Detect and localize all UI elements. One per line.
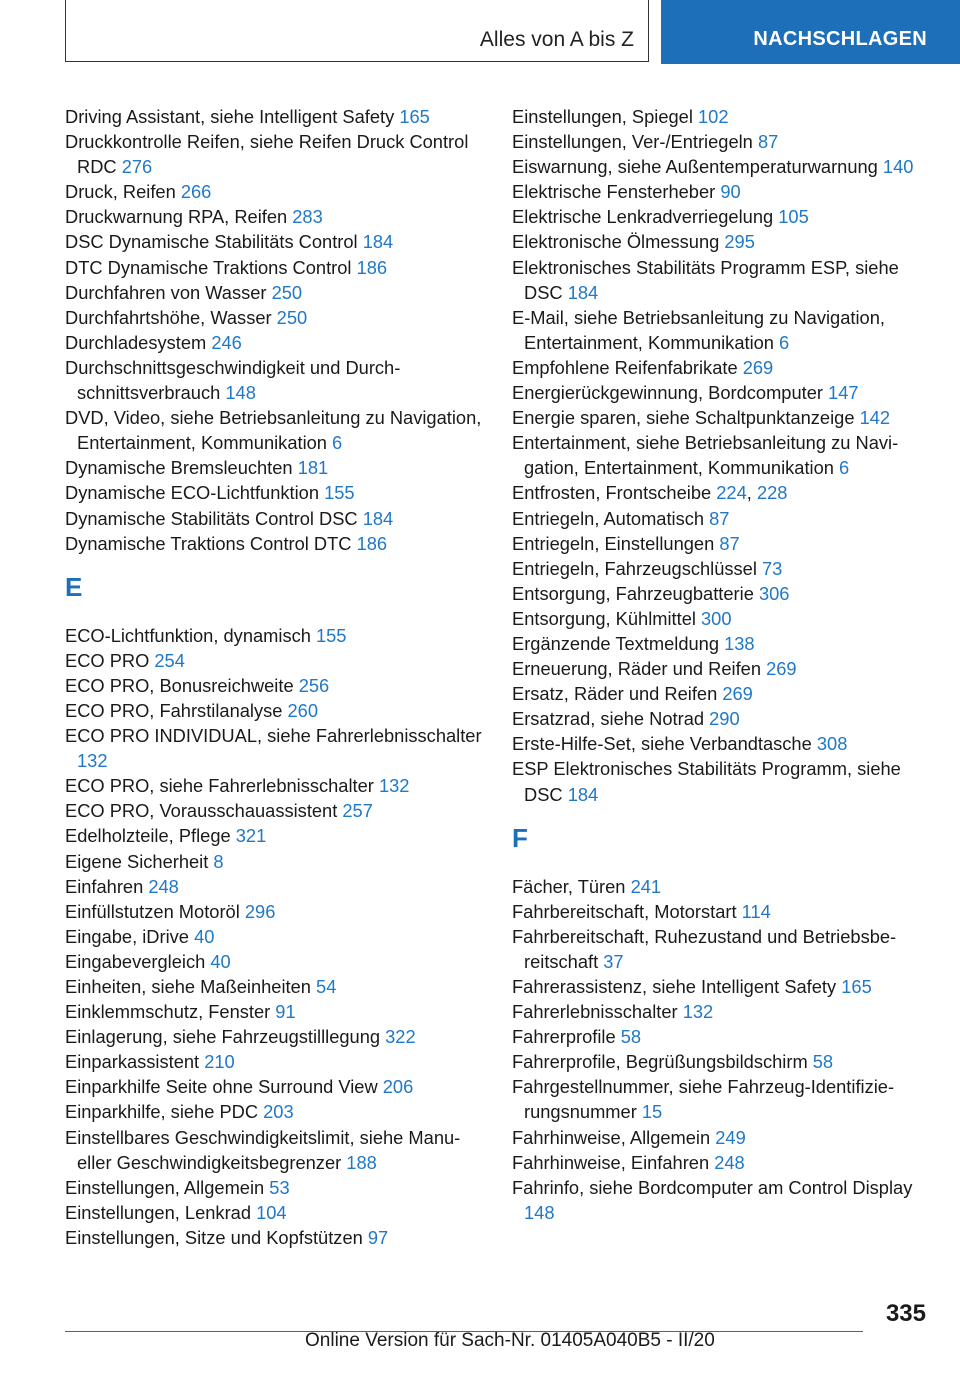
index-entry-term: Entriegeln, Einstellungen	[512, 532, 720, 554]
index-entry	[65, 355, 485, 405]
index-entry-term: Fahrgestellnummer, siehe Fahrzeug-Identifizierungsnummer	[512, 1076, 895, 1123]
tab-section[interactable]	[661, 0, 960, 64]
page-link[interactable]: 15	[641, 1101, 663, 1123]
page-link[interactable]: 246	[211, 331, 242, 353]
index-entry-term: Fahrerlebnisschalter	[512, 1001, 683, 1023]
index-entry	[65, 1099, 485, 1124]
page-link[interactable]: 91	[275, 1001, 296, 1023]
section-heading-e: E	[65, 571, 83, 602]
page-link[interactable]: 114	[741, 900, 771, 922]
index-entry-term: Einstellungen, Spiegel	[512, 106, 698, 127]
page-link[interactable]: 206	[382, 1076, 414, 1098]
index-entry	[512, 756, 922, 806]
index-entry-term: Einfahren	[65, 875, 149, 897]
page-link[interactable]: 132	[77, 750, 108, 772]
index-entry-term: Einstellungen, Ver-/Entriegeln	[512, 131, 758, 153]
index-entry-term: Erste-Hilfe-Set, siehe Verbandtasche	[512, 733, 817, 755]
index-entry	[65, 1175, 485, 1200]
index-entry-term: Eingabe, iDrive	[65, 925, 195, 947]
index-entry-term: DSC Dynamische Stabilitäts Control	[65, 231, 363, 253]
index-entry	[65, 1125, 485, 1175]
index-entry	[512, 531, 922, 556]
index-entry	[65, 849, 485, 874]
page-separator: ,	[746, 482, 757, 504]
index-entry	[65, 874, 485, 899]
index-entry	[512, 974, 922, 999]
index-entry	[65, 506, 485, 531]
page-link[interactable]: 276	[121, 156, 153, 178]
tab-index[interactable]	[65, 0, 649, 62]
page-link[interactable]: 321	[235, 825, 267, 847]
index-entry-term: Elektrische Fensterheber	[512, 181, 721, 203]
footer-online-version: Online Version für Sach-Nr. 01405A040B5 - II/20	[305, 1330, 715, 1351]
page-link[interactable]: 148	[524, 1201, 555, 1223]
index-entry	[512, 229, 922, 254]
index-entry-term: ECO PRO, Fahrstilanalyse	[65, 699, 288, 721]
index-entry	[65, 229, 485, 254]
index-entry-term: Einparkassistent	[65, 1051, 205, 1073]
page-link[interactable]: 241	[630, 875, 662, 897]
index-entry-term: Entertainment, siehe Betriebsanleitung zu Navigation, Entertainment, Kommunikation	[512, 432, 899, 479]
index-entry	[512, 104, 922, 129]
index-entry-term: Fächer, Türen	[512, 875, 631, 897]
page-link[interactable]: 138	[724, 632, 755, 654]
index-entry	[512, 506, 922, 531]
entry-list-e	[65, 623, 485, 1250]
index-entry-term: ECO-Lichtfunktion, dynamisch	[65, 624, 316, 646]
page-link[interactable]: 306	[758, 582, 790, 604]
index-entry-term: Ersatz, Räder und Reifen	[512, 683, 723, 705]
index-entry-term: Energie sparen, siehe Schaltpunktanzeige	[512, 407, 860, 429]
index-entry	[512, 1074, 922, 1124]
index-entry	[65, 974, 485, 999]
index-entry	[512, 606, 922, 631]
index-entry	[512, 924, 922, 974]
index-entry	[65, 1024, 485, 1049]
index-entry-term: Durchschnittsgeschwindigkeit und Durchschnittsverbrauch	[65, 356, 401, 404]
page-link[interactable]: 290	[709, 708, 740, 730]
index-entry-term: Einparkhilfe Seite ohne Surround View	[65, 1076, 383, 1098]
page-link[interactable]: 140	[882, 156, 914, 178]
entry-list-f	[512, 874, 922, 1225]
index-entry	[65, 798, 485, 823]
index-entry-term: Fahrbereitschaft, Motorstart	[512, 900, 742, 922]
index-entry-term: Ergänzende Textmeldung	[512, 632, 725, 654]
page-link[interactable]: 266	[180, 181, 212, 203]
page-link[interactable]: 87	[719, 532, 740, 554]
page-link[interactable]: 102	[698, 106, 729, 127]
index-entry-term: ECO PRO	[65, 649, 155, 671]
index-entry-term: Einheiten, siehe Maßeinheiten	[65, 976, 317, 997]
page-link[interactable]: 6	[779, 331, 790, 353]
index-entry-term: Erneuerung, Räder und Reifen	[512, 658, 767, 680]
index-entry	[65, 179, 485, 204]
page-link[interactable]: 257	[342, 800, 373, 822]
page-link[interactable]: 256	[298, 674, 330, 696]
index-entry	[65, 531, 485, 556]
index-entry-term: Entsorgung, Kühlmittel	[512, 607, 702, 629]
index-entry	[512, 380, 922, 405]
page-link[interactable]: 148	[225, 382, 256, 404]
index-entry-term: Fahrhinweise, Einfahren	[512, 1151, 715, 1173]
index-entry-term: Entriegeln, Fahrzeugschlüssel	[512, 557, 762, 579]
index-entry	[65, 623, 485, 648]
index-entry-term: Einparkhilfe, siehe PDC	[65, 1101, 264, 1123]
index-entry-term: Ersatzrad, siehe Notrad	[512, 708, 710, 730]
page-link[interactable]: 73	[761, 557, 783, 579]
tab-section-label: NACHSCHLAGEN	[753, 28, 927, 50]
index-entry	[512, 999, 922, 1024]
page-link[interactable]: 37	[603, 950, 624, 972]
index-entry	[512, 1049, 922, 1074]
index-entry	[512, 204, 922, 229]
index-entry	[65, 1200, 485, 1225]
page-number: 335	[885, 1300, 926, 1327]
index-entry-term: Einlagerung, siehe Fahrzeugstilllegung	[65, 1026, 386, 1048]
index-entry	[512, 581, 922, 606]
index-entry	[65, 129, 485, 179]
page-link[interactable]: 322	[385, 1026, 416, 1048]
index-entry	[512, 430, 922, 480]
page-link[interactable]: 6	[332, 432, 343, 454]
index-entry-term: Fahrbereitschaft, Ruhezustand und Betriebsbereitschaft	[512, 925, 897, 972]
index-entry-term: Empfohlene Reifenfabrikate	[512, 356, 743, 378]
index-entry	[65, 330, 485, 355]
index-entry-term: Eiswarnung, siehe Außentemperaturwarnung	[512, 156, 883, 178]
index-entry-term: Elektronisches Stabilitäts Programm ESP, siehe DSC	[512, 256, 899, 303]
page-link[interactable]: 104	[256, 1201, 287, 1223]
index-entry-term: Fahrerprofile, Begrüßungsbildschirm	[512, 1051, 813, 1073]
index-entry	[512, 255, 922, 305]
index-entry-term: Druckkontrolle Reifen, siehe Reifen Druck Control RDC	[65, 131, 469, 178]
index-entry-term: E-Mail, siehe Betriebsanleitung zu Navigation, Entertainment, Kommunikation	[512, 306, 885, 353]
index-column-right	[512, 104, 922, 1225]
index-entry	[512, 179, 922, 204]
page-link[interactable]: 54	[316, 976, 337, 997]
page-link[interactable]: 224	[716, 482, 747, 504]
index-entry	[512, 656, 922, 681]
index-entry	[512, 681, 922, 706]
page-link[interactable]: 184	[567, 783, 599, 805]
index-entry-term: Entfrosten, Frontscheibe	[512, 482, 717, 504]
index-entry-term: ECO PRO, Bonusreichweite	[65, 674, 299, 696]
page-link[interactable]: 6	[839, 457, 850, 479]
entry-list-d	[65, 104, 485, 556]
index-entry	[65, 1049, 485, 1074]
index-entry	[65, 104, 485, 129]
page-link[interactable]: 250	[276, 306, 308, 328]
index-entry-term: Entriegeln, Automatisch	[512, 507, 710, 529]
index-entry-term: Energierückgewinnung, Bordcomputer	[512, 382, 829, 404]
index-entry-term: Eigene Sicherheit	[65, 850, 214, 872]
index-entry	[512, 1125, 922, 1150]
page-link[interactable]: 40	[210, 950, 231, 972]
index-entry	[65, 1225, 485, 1250]
page-link[interactable]: 186	[356, 532, 388, 554]
index-entry-term: ECO PRO, siehe Fahrerlebnisschalter	[65, 775, 379, 797]
index-entry	[65, 255, 485, 280]
index-entry-term: Dynamische Bremsleuchten	[65, 457, 298, 479]
index-entry	[512, 1175, 922, 1225]
index-column-left	[65, 104, 485, 1250]
page-link[interactable]: 53	[269, 1176, 290, 1198]
index-entry-term: Fahrerprofile	[512, 1026, 621, 1048]
index-entry	[512, 480, 922, 505]
index-entry	[65, 698, 485, 723]
index-entry-term: Entsorgung, Fahrzeugbatterie	[512, 582, 759, 604]
page-link[interactable]: 228	[756, 482, 788, 504]
index-entry	[65, 480, 485, 505]
index-entry-term: Einstellungen, Sitze und Kopfstützen	[65, 1226, 368, 1248]
page-link[interactable]: 210	[204, 1051, 235, 1073]
page-link[interactable]: 184	[567, 281, 599, 303]
index-entry-term: ECO PRO INDIVIDUAL, siehe Fahrerlebnisschalter	[65, 725, 482, 747]
page-link[interactable]: 188	[346, 1151, 377, 1173]
index-entry	[65, 999, 485, 1024]
index-entry-term: Durchladesystem	[65, 331, 212, 353]
index-entry	[512, 731, 922, 756]
index-entry	[65, 648, 485, 673]
page-link[interactable]: 97	[367, 1226, 389, 1248]
index-entry	[512, 405, 922, 430]
index-entry-term: Dynamische Stabilitäts Control DSC	[65, 507, 363, 529]
page-link[interactable]: 186	[356, 256, 388, 278]
index-entry-term: Fahrinfo, siehe Bordcomputer am Control Display	[512, 1176, 913, 1198]
page-link[interactable]: 132	[682, 1001, 714, 1023]
page-link[interactable]: 165	[399, 106, 430, 127]
page-link[interactable]: 184	[362, 231, 394, 253]
index-entry-term: Einklemmschutz, Fenster	[65, 1001, 276, 1023]
page-link[interactable]: 248	[148, 875, 179, 897]
index-entry	[65, 204, 485, 229]
index-entry-term: Einfüllstutzen Motoröl	[65, 900, 245, 922]
index-entry-term: Eingabevergleich	[65, 950, 211, 972]
page-link[interactable]: 249	[715, 1126, 746, 1148]
header-tabs	[65, 0, 960, 64]
index-entry	[65, 673, 485, 698]
index-entry-term: Dynamische Traktions Control DTC	[65, 532, 357, 554]
index-entry-term: Einstellbares Geschwindigkeitslimit, siehe Manueller Geschwindigkeitsbegrenzer	[65, 1126, 461, 1173]
index-entry-term: Durchfahren von Wasser	[65, 281, 272, 303]
index-entry-term: Elektronische Ölmessung	[512, 231, 725, 253]
page-link[interactable]: 87	[709, 507, 730, 529]
page-link[interactable]: 105	[778, 206, 809, 228]
index-entry-term: Fahrhinweise, Allgemein	[512, 1126, 716, 1148]
index-entry	[512, 556, 922, 581]
index-entry	[512, 1150, 922, 1175]
index-entry-term: Einstellungen, Allgemein	[65, 1176, 270, 1198]
page-link[interactable]: 269	[766, 658, 797, 680]
index-entry-term: Druck, Reifen	[65, 181, 181, 203]
tab-index-label: Alles von A bis Z	[479, 28, 634, 51]
index-entry-term: Durchfahrtshöhe, Wasser	[65, 306, 277, 328]
index-entry-term: ECO PRO, Vorausschauassistent	[65, 800, 343, 822]
index-entry	[65, 899, 485, 924]
index-entry-term: DVD, Video, siehe Betriebsanleitung zu Navigation, Entertainment, Kommunikation	[65, 407, 482, 454]
index-entry-term: Edelholzteile, Pflege	[65, 825, 236, 847]
page-link[interactable]: 254	[154, 649, 185, 671]
index-entry	[512, 355, 922, 380]
page-link[interactable]: 155	[324, 482, 355, 504]
page-link[interactable]: 40	[194, 925, 215, 947]
page-link[interactable]: 147	[828, 382, 859, 404]
index-entry	[65, 949, 485, 974]
page-link[interactable]: 248	[714, 1151, 745, 1173]
page-link[interactable]: 132	[378, 775, 410, 797]
page-link[interactable]: 155	[315, 624, 347, 646]
index-entry	[512, 1024, 922, 1049]
index-entry	[65, 280, 485, 305]
index-entry	[65, 823, 485, 848]
index-entry-term: Elektrische Lenkradverriegelung	[512, 206, 779, 228]
index-entry	[65, 723, 485, 773]
page-link[interactable]: 300	[701, 607, 732, 629]
page-link[interactable]: 260	[287, 699, 319, 721]
index-entry-term: Dynamische ECO-Lichtfunktion	[65, 482, 325, 504]
page-link[interactable]: 142	[859, 407, 891, 429]
page-link[interactable]: 165	[841, 976, 872, 997]
index-entry-term: Einstellungen, Lenkrad	[65, 1201, 257, 1223]
page-link[interactable]: 58	[812, 1051, 834, 1073]
section-heading-f: F	[512, 822, 528, 853]
index-entry	[65, 773, 485, 798]
entry-list-e-cont	[512, 104, 922, 807]
page-link[interactable]: 295	[724, 231, 755, 253]
index-entry	[65, 924, 485, 949]
index-entry	[65, 305, 485, 330]
page-link[interactable]: 283	[292, 206, 323, 228]
page-link[interactable]: 296	[244, 900, 276, 922]
index-entry	[65, 405, 485, 455]
index-entry-term: DTC Dynamische Traktions Control	[65, 256, 357, 278]
index-entry	[512, 154, 922, 179]
index-entry-term: ESP Elektronisches Stabilitäts Programm, siehe DSC	[512, 758, 901, 805]
page-link[interactable]: 269	[742, 356, 774, 378]
page-link[interactable]: 87	[757, 131, 779, 153]
index-entry	[512, 631, 922, 656]
page-link[interactable]: 250	[271, 281, 303, 303]
page-link[interactable]: 8	[213, 850, 224, 872]
index-entry	[65, 455, 485, 480]
index-entry	[512, 874, 922, 899]
index-entry	[65, 1074, 485, 1099]
index-entry	[512, 305, 922, 355]
page-link[interactable]: 58	[620, 1026, 642, 1048]
page-link[interactable]: 184	[362, 507, 394, 529]
index-entry	[512, 899, 922, 924]
page-link[interactable]: 269	[722, 683, 753, 705]
index-entry	[512, 706, 922, 731]
page-link[interactable]: 181	[297, 457, 329, 479]
index-entry	[512, 129, 922, 154]
page-link[interactable]: 203	[263, 1101, 294, 1123]
index-entry-term: Driving Assistant, siehe Intelligent Safety	[65, 106, 400, 127]
index-entry-term: Fahrerassistenz, siehe Intelligent Safety	[512, 976, 842, 997]
page-link[interactable]: 308	[816, 733, 848, 755]
page-link[interactable]: 90	[720, 181, 741, 203]
index-entry-term: Druckwarnung RPA, Reifen	[65, 206, 293, 228]
